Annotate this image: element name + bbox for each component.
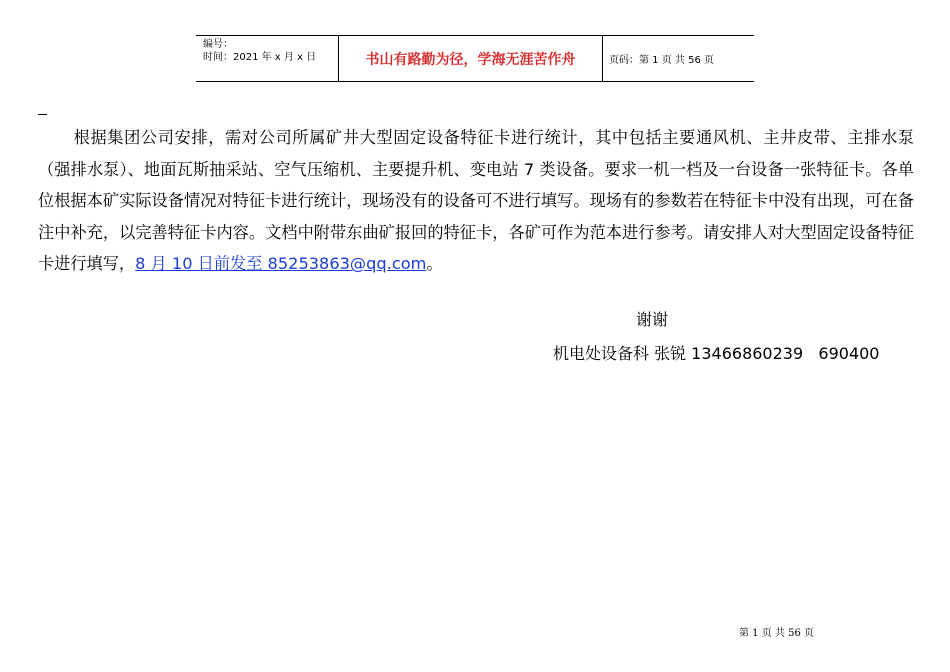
page-header	[196, 35, 754, 82]
signature-line: 机电处设备科 张锐 13466860239 690400	[553, 344, 880, 363]
header-meta-cell	[196, 36, 339, 81]
header-number-label: 编号：	[203, 39, 233, 50]
header-time-label: 时间：2021 年 x 月 x 日	[203, 52, 317, 63]
body-paragraph	[38, 122, 914, 280]
header-page-label: 页码：第 1 页 共 56 页	[609, 55, 714, 66]
header-motto: 书山有路勤为径，学海无涯苦作舟	[339, 36, 603, 81]
thanks-text: 谢谢	[636, 310, 669, 329]
body-text-main: 根据集团公司安排，需对公司所属矿井大型固定设备特征卡进行统计，其中包括主要通风机、主井皮带、主排水泵（强排水泵）、地面瓦斯抽采站、空气压缩机、主要提升机、变电站 7 类设备。要求一机一档及一台设备一张特征卡。各单位根据本矿实际设备情况对特征卡进行统计，现场没有的设备可不进行填写。现场有的参数若在特征卡中没有出现，可在备注中补充，以完善特征卡内容。文档中附带东曲矿报回的特征卡，各矿可作为范本进行参考。请安排人对大型固定设备特征卡进行填写，	[38, 128, 914, 273]
body-text-end: 。	[426, 254, 443, 273]
marker-dash	[38, 114, 47, 115]
email-link[interactable]: 8 月 10 日前发至 85253863@qq.com	[135, 254, 427, 273]
page-footer: 第 1 页 共 56 页	[739, 628, 814, 639]
